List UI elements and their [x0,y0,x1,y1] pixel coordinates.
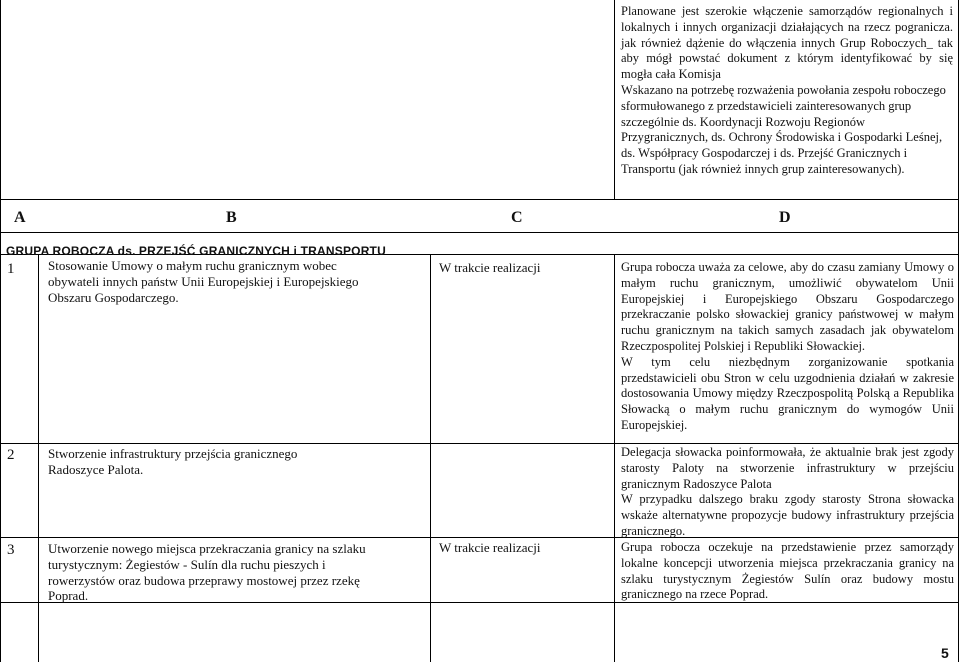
column-header-d: D [779,209,791,226]
page-number: 5 [941,645,949,661]
row-task: Stworzenie infrastruktury przejścia granicznego Radoszyce Palota. [48,446,298,477]
group-title [6,243,386,259]
row-notes-paragraph: Delegacja słowacka poinformowała, że aktualnie brak jest zgody starosty Paloty na stworzenie infrastruktury w przejściu granicznym Radoszyce Palota [621,445,954,491]
row-notes-paragraph: W tym celu niezbędnym zorganizowanie spotkania przedstawicieli obu Stron w celu uzgodnienia działań w zakresie dostosowania Umowy między Rzeczpospolitą Polską a Republika Słowacką o małym ruchu granicznym do wymogów Unii Europejskiej. [621,354,954,432]
top-note [621,4,953,178]
group-title-name: PRZEJŚĆ GRANICZNYCH i TRANSPORTU [138,244,386,258]
column-header-c: C [511,209,523,226]
divider-right-outer [958,0,959,662]
divider-col-ab [38,254,39,662]
row-number: 3 [7,542,15,558]
column-header-b: B [226,209,237,226]
divider-col-bc [430,254,431,662]
row-number: 1 [7,261,15,277]
row-notes [621,540,954,603]
row-notes [621,445,954,540]
row-task: Stosowanie Umowy o małym ruchu granicznym wobec obywateli innych państw Unii Europejskiej i Europejskiego Obszaru Gospodarczego. [48,258,359,305]
rule-under-headers [0,232,959,233]
rule-under-top-note [0,199,959,200]
row-status: W trakcie realizacji [439,260,541,275]
row-notes-paragraph: W przypadku dalszego braku zgody starosty Strona słowacka wskaże alternatywne propozycje budowy infrastruktury przejścia granicznego. [621,492,954,538]
row-notes-paragraph: Grupa robocza oczekuje na przedstawienie przez samorządy lokalne koncepcji utworzenia miejsca przekraczania granicy na szlaku turystycznym Żegiestów Sulín oraz budowy mostu granicznego na rzece Poprad. [621,540,954,602]
divider-left-outer [0,0,1,662]
group-title-prefix: GRUPA ROBOCZA ds. [6,244,136,258]
row-notes-paragraph: Grupa robocza uważa za celowe, aby do czasu zamiany Umowy o małym ruchu granicznym, umożliwić obywatelom Unii Europejskiej i Europejskiego Obszaru Gospodarczego przekraczanie polsko słowackiej granicy państwowej w małym ruchu granicznym na takich samych zasadach jak obywatelom Rzeczpospolitej Polskiej i Republiki Słowackiej. [621,260,954,353]
top-note-paragraph: Planowane jest szerokie włączenie samorządów regionalnych i lokalnych i innych organizacji działających na rzecz pogranicza. jak również dążenie do włączenia innych Grup Roboczych_ tak aby mógł powstać dokument z którym identyfikować by się mogła cała Komisja [621,4,953,82]
top-note-paragraph: Wskazano na potrzebę rozważenia powołania zespołu roboczego sformułowanego z przedstawicieli zainteresowanych grup szczególnie ds. Koordynacji Rozwoju Regionów Przygranicznych, ds. Ochrony Środowiska i Gospodarki Leśnej, ds. Współpracy Gospodarczej i ds. Przejść Granicznych i Transportu (jak również innych grup zainteresowanych). [621,82,946,176]
column-header-a: A [14,209,26,226]
row-status: W trakcie realizacji [439,540,541,555]
rule-before-row-2 [0,443,959,444]
divider-col-cd-lower [614,254,615,662]
row-number: 2 [7,447,15,463]
row-task: Utworzenie nowego miejsca przekraczania granicy na szlaku turystycznym: Żegiestów - Sulín dla ruchu pieszych i rowerzystów oraz budowa przeprawy mostowej przez rzekę Poprad. [48,541,366,604]
row-notes [621,260,954,434]
divider-col-cd [614,0,615,200]
